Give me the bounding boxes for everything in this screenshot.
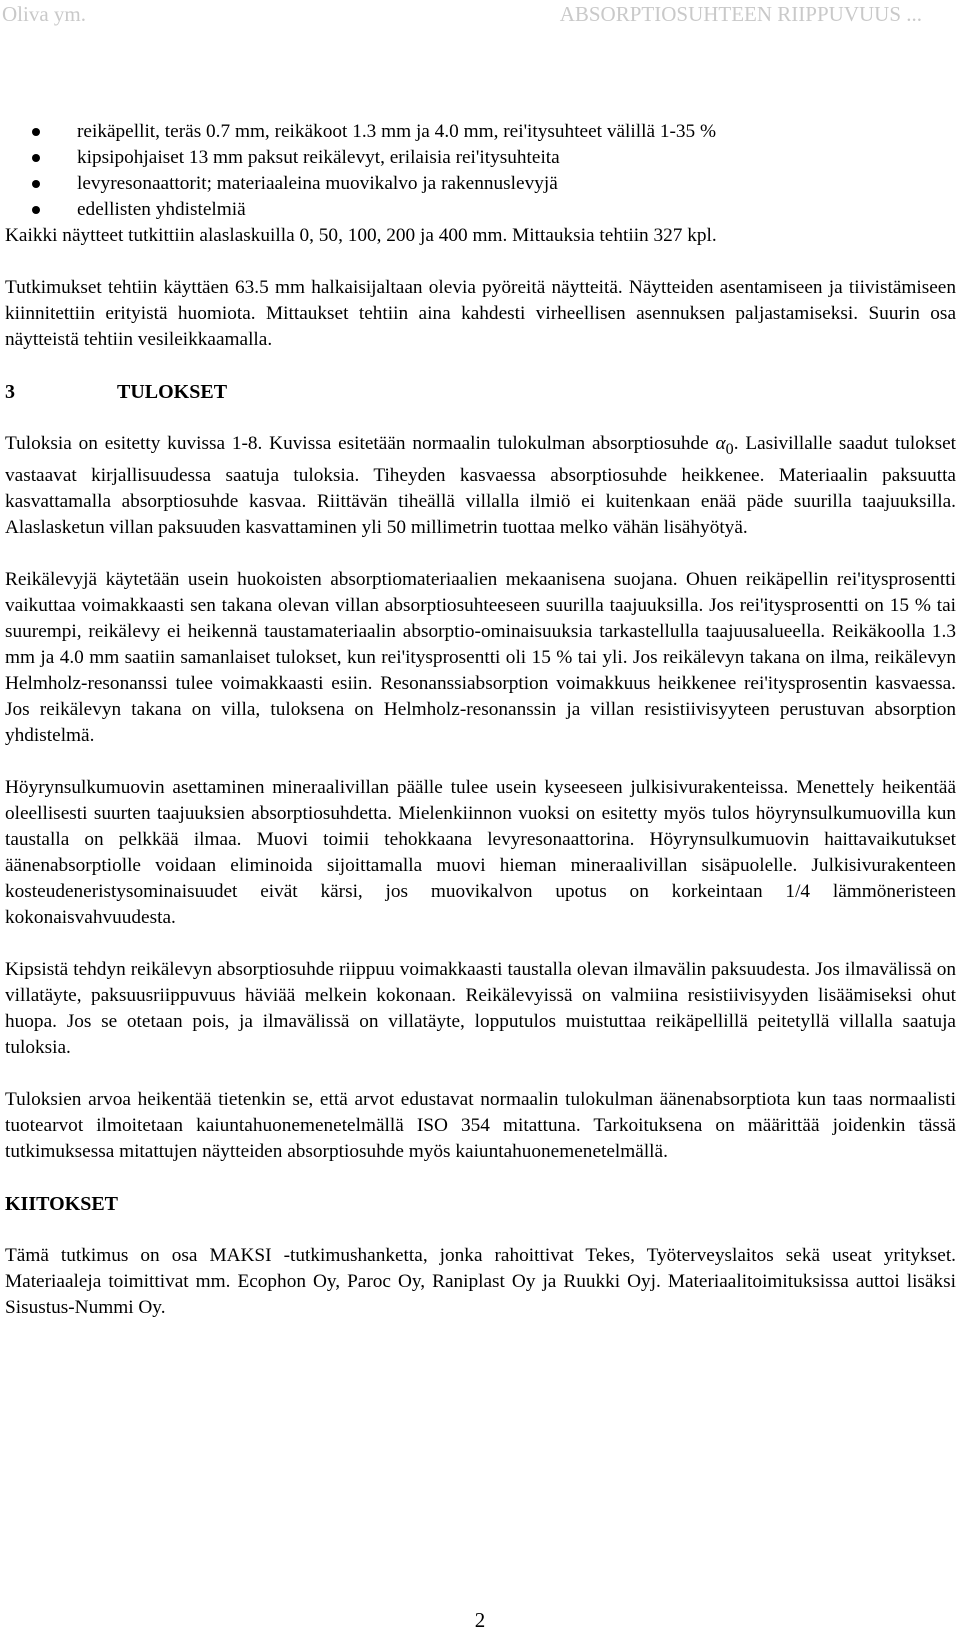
list-item: kipsipohjaiset 13 mm paksut reikälevyt, erilaisia rei'itysuhteita [5, 145, 956, 171]
section-heading-acknowledgements: KIITOKSET [5, 1192, 119, 1215]
body-text [5, 119, 956, 1321]
header-authors: Oliva ym. [2, 2, 86, 26]
results-paragraph-3: Höyrynsulkumuovin asettaminen mineraalivillan päälle tulee usein kyseeseen julkisivurakenteissa. Menettely heikentää oleellisesti suurten taajuuksien absorptiosuhdetta. Mielenkiinnon vuoksi on esitetty myös tulos höyrynsulkumuovilla kun taustalla on pelkkää ilmaa. Muovi toimii tehokkaana levyresonaattorina. Höyrynsulkumuovin haittavaikutukset äänenabsorptiolle voidaan eliminoida sijoittamalla muovi hieman mineraalivillan sisäpuolelle. Julkisivurakenteen kosteudeneristysominaisuudet eivät kärsi, jos muovikalvon upotus on korkeintaan 1/4 lämmöneristeen kokonaisvahvuudesta. [5, 776, 956, 928]
results-paragraph-4: Kipsistä tehdyn reikälevyn absorptiosuhde riippuu voimakkaasti taustalla olevan ilmavälin paksuudesta. Jos ilmavälissä on villatäyte, paksuusriippuvuus häviää melkein kokonaan. Reikälevyissä on valmiina resistiivisyyden lisäämiseksi ohut huopa. Jos se otetaan pois, ja ilmavälissä on villatäyte, lopputulos muistuttaa reikäpellillä peitetyllä villalla saatuja tuloksia. [5, 958, 956, 1058]
page-number: 2 [474, 1608, 486, 1632]
header-title: ABSORPTIOSUHTEEN RIIPPUVUUS ... [559, 2, 922, 26]
section-title: TULOKSET [117, 381, 228, 403]
list-item: edellisten yhdistelmiä [5, 197, 956, 223]
section-number: 3 [5, 381, 15, 403]
bullet-icon [32, 206, 40, 214]
alpha-symbol: α [715, 433, 726, 454]
results-paragraph-5: Tuloksien arvoa heikentää tietenkin se, että arvot edustavat normaalin tulokulman äänenabsorptiota kun taas normaalisti tuotearvot ilmoitetaan kaiuntahuonemenetelmällä ISO 354 mitattuna. Tarkoituksena on määrittää joidenkin tässä tutkimuksessa mitattujen näytteiden absorptiosuhde myös kaiuntahuonemenetelmällä. [5, 1088, 956, 1162]
list-item: reikäpellit, teräs 0.7 mm, reikäkoot 1.3 mm ja 4.0 mm, rei'itysuhteet välillä 1-35 % [5, 119, 956, 145]
acknowledgements-paragraph: Tämä tutkimus on osa MAKSI -tutkimushanketta, jonka rahoittivat Tekes, Työterveyslaitos sekä useat yritykset. Materiaaleja toimittivat mm. Ecophon Oy, Paroc Oy, Raniplast Oy ja Ruukki Oyj. Materiaalitoimituksissa auttoi lisäksi Sisustus-Nummi Oy. [5, 1244, 956, 1318]
alpha-subscript: 0 [725, 440, 734, 458]
bullet-icon [32, 128, 40, 136]
methods-paragraph-2: Tutkimukset tehtiin käyttäen 63.5 mm halkaisijaltaan olevia pyöreitä näytteitä. Näytteiden asentamiseen ja tiivistämiseen kiinnitettiin erityistä huomiota. Mittaukset tehtiin aina kahdesti virheellisen asennuksen paljastamiseksi. Suurin osa näytteistä tehtiin vesileikkaamalla. [5, 277, 956, 350]
bullet-list [5, 119, 956, 223]
list-item: levyresonaattorit; materiaaleina muovikalvo ja rakennuslevyjä [5, 171, 956, 197]
bullet-icon [32, 180, 40, 188]
bullet-icon [32, 154, 40, 162]
section-heading-results [5, 379, 956, 405]
results-paragraph-2: Reikälevyjä käytetään usein huokoisten absorptiomateriaalien mekaanisena suojana. Ohuen reikäpellin rei'itysprosentti vaikuttaa voimakkaasti sen takana olevan villan absorptiosuhteeseen suurilla taajuuksilla. Jos rei'itysprosentti on 15 % tai suurempi, reikälevy ei heikennä taustamateriaalin absorptio-ominaisuuksia tarkastellulla taajuusalueella. Reikäkoolla 1.3 mm ja 4.0 mm saatiin samanlaiset tulokset, kun rei'itysprosentti oli 15 % tai yli. Jos reikälevyn takana on ilma, reikälevyn Helmholz-resonanssi tulee voimakkaasti esiin. Resonanssiabsorption voimakkuus heikkenee rei'itysprosentin kasvaessa. Jos reikälevyn takana on villa, tuloksena on Helmholz-resonanssin ja villan resistiivisyyteen perustuvan absorption yhdistelmä. [5, 568, 956, 746]
results-paragraph-1: Tuloksia on esitetty kuvissa 1-8. Kuvissa esitetään normaalin tulokulman absorptiosuhde $\alpha_0$. Lasivillalle saadut tulokset vastaavat kirjallisuudessa saatuja tuloksia. Tiheyden kasvaessa absorptiosuhde heikkenee. Materiaalin paksuutta kasvattamalla absorptiosuhde kasvaa. Riittävän tiheällä villalla ilmiö ei kuitenkaan enää päde suurilla taajuuksilla. Alaslasketun villan paksuuden kasvattaminen yli 50 millimetrin tuottaa melko vähän lisähyötyä. [5, 433, 956, 538]
methods-paragraph-1: Kaikki näytteet tutkittiin alaslaskuilla 0, 50, 100, 200 ja 400 mm. Mittauksia tehtiin 327 kpl. [5, 225, 717, 246]
running-header [0, 2, 960, 32]
